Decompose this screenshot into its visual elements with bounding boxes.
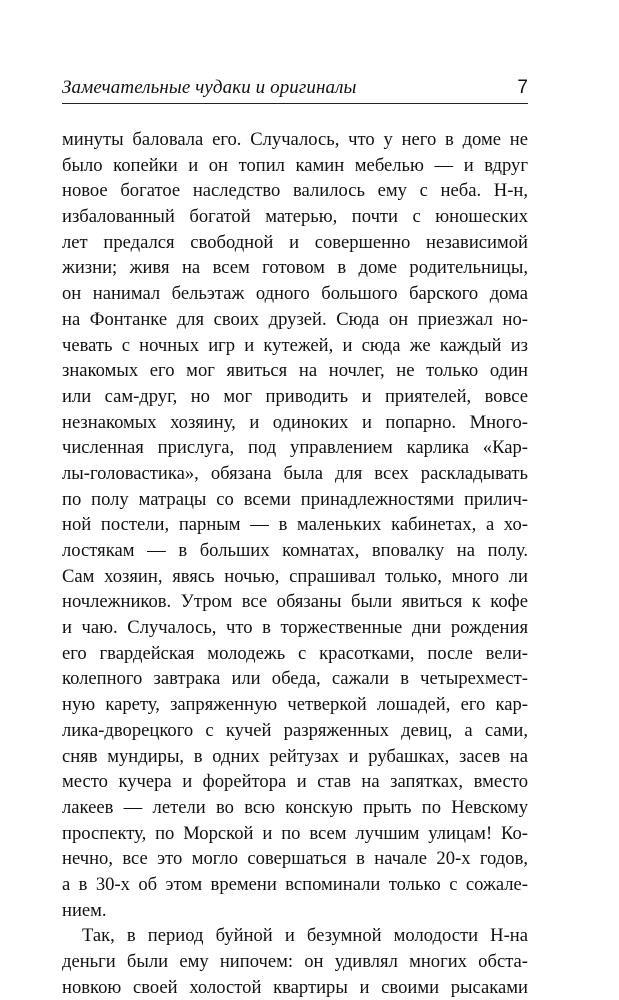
running-title: Замечательные чудаки и оригиналы bbox=[62, 77, 357, 98]
text-line: минуты баловала его. Случалось, что у него в доме не bbox=[62, 129, 528, 150]
text-line: проспекту, по Морской и по всем лучшим улицам! Ко- bbox=[62, 822, 528, 844]
text-line: лика-дворецкого с кучей разряженных девиц, а сами, bbox=[62, 719, 528, 741]
text-line: чевать с ночных игр и кутежей, и сюда же каждый из bbox=[62, 334, 528, 356]
text-line: лет предался свободной и совершенно независимой bbox=[62, 231, 528, 253]
text-line: новое богатое наследство валилось ему с неба. Н-н, bbox=[62, 180, 528, 202]
text-line: Так, в период буйной и безумной молодости Н-на bbox=[82, 925, 528, 947]
text-line: а в 30-х об этом времени вспоминали только с сожале- bbox=[62, 873, 528, 895]
text-line: лостякам — в больших комнатах, вповалку на полу. bbox=[62, 540, 528, 561]
text-line: незнакомых хозяину, и одиноких и попарно. Много- bbox=[62, 411, 528, 433]
body-text bbox=[62, 127, 528, 1000]
text-line: жизни; живя на всем готовом в доме родительницы, bbox=[62, 257, 528, 279]
text-line: место кучера и форейтора и став на запятках, вместо bbox=[62, 771, 528, 793]
text-line: нечно, все это могло совершаться в начале 20-х годов, bbox=[62, 848, 528, 870]
text-line: или сам-друг, но мог приводить и приятелей, вовсе bbox=[62, 385, 528, 407]
text-line: деньги были ему нипочем: он удивлял многих обста- bbox=[62, 951, 528, 972]
text-line: он нанимал бельэтаж одного большого барского дома bbox=[62, 283, 528, 305]
text-line: ную карету, запряженную четверкой лошадей, его кар- bbox=[62, 694, 528, 716]
text-line: Сам хозяин, явясь ночью, спрашивал только, много ли bbox=[62, 565, 528, 587]
header-rule bbox=[62, 103, 528, 104]
text-line: избалованный богатой матерью, почти с юношеских bbox=[62, 206, 528, 228]
text-line: лы-головастика», обязана была для всех раскладывать bbox=[62, 462, 528, 484]
text-line: его гвардейская молодежь с красотками, после вели- bbox=[62, 642, 528, 664]
text-line: новкою своей холостой квартиры и своими рысаками bbox=[62, 976, 528, 998]
text-line: колепного завтрака или обеда, сажали в четырехмест- bbox=[62, 668, 528, 690]
text-line: на Фонтанке для своих друзей. Сюда он приезжал но- bbox=[62, 308, 528, 330]
text-line: сняв мундиры, в одних рейтузах и рубашках, засев на bbox=[62, 745, 528, 767]
text-line: знакомых его мог явиться на ночлег, не только один bbox=[62, 360, 528, 382]
text-line: ночлежников. Утром все обязаны были явиться к кофе bbox=[62, 591, 528, 613]
running-head bbox=[62, 76, 528, 102]
text-line: численная прислуга, под управлением карлика «Кар- bbox=[62, 437, 528, 459]
page-number: 7 bbox=[517, 77, 528, 98]
text-line: ной постели, парным — в маленьких кабинетах, а хо- bbox=[62, 514, 528, 536]
text-line: было копейки и он топил камин мебелью — и вдруг bbox=[62, 154, 528, 176]
text-line: нием. bbox=[62, 899, 107, 921]
text-line: и чаю. Случалось, что в торжественные дни рождения bbox=[62, 617, 528, 639]
text-line: лакеев — летели во всю конскую прыть по Невскому bbox=[62, 796, 528, 818]
text-line: по полу матрацы со всеми принадлежностями прилич- bbox=[62, 488, 528, 510]
